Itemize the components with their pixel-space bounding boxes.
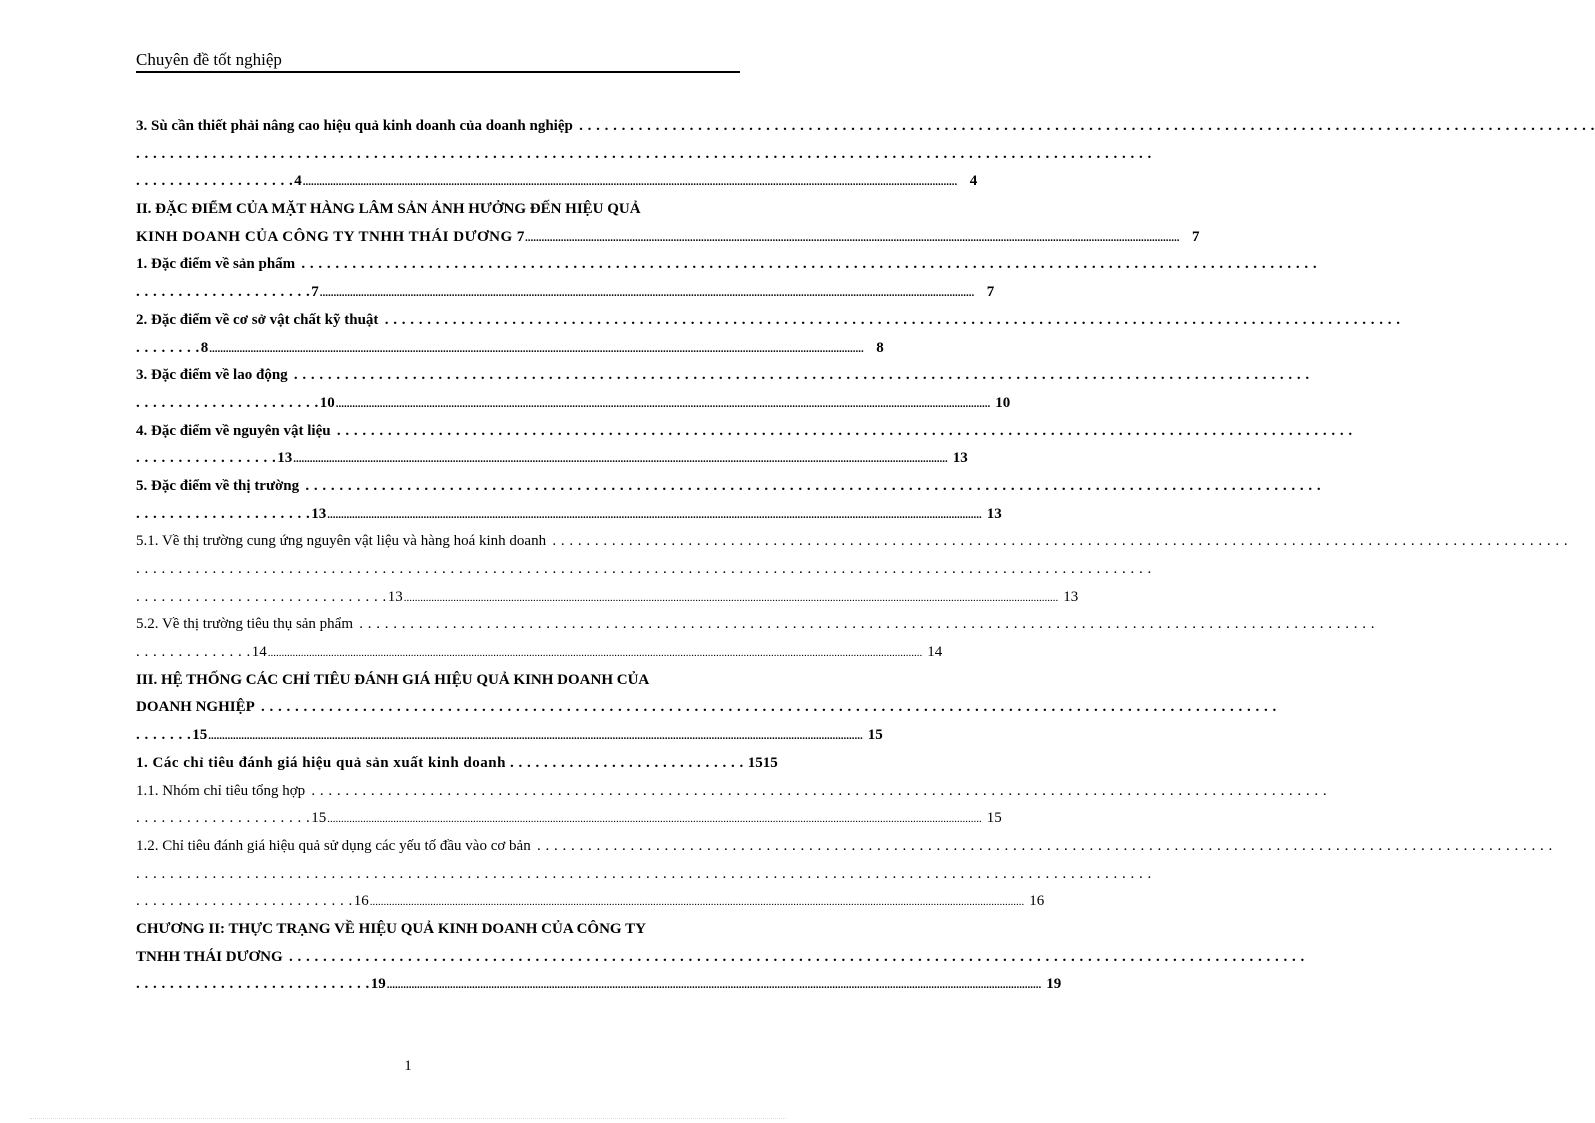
toc-endline: . . . . . . . . . . . . . . . . . . . . . 15 ..... 15 xyxy=(136,805,740,833)
toc-entry-2-2[interactable]: 2. Đặc điểm về cơ sở vật chất kỹ thuật . . . xyxy=(136,307,740,335)
toc-entry-section-iii[interactable]: III. HỆ THỐNG CÁC CHỈ TIÊU ĐÁNH GIÁ HIỆU QUẢ KINH DOANH CỦA xyxy=(136,671,650,688)
toc-leader-line xyxy=(136,556,740,584)
toc-endline: KINH DOANH CỦA CÔNG TY TNHH THÁI DƯƠNG 7 ..... 7 xyxy=(136,224,740,252)
toc-page-number: 13 xyxy=(986,505,1002,522)
toc-endline: . . . . . . . . . . . . . . . . . . . . . . 10 ..... 10 xyxy=(136,390,740,418)
toc-entry-3-1[interactable]: 1. Các chỉ tiêu đánh giá hiệu quả sản xuất kinh doanh . . . . . . . . . . . . . . . . . . . . . . . . . . . . 1515 xyxy=(136,750,740,778)
toc-page-number: 13 xyxy=(952,450,968,467)
page-number: 1 xyxy=(404,1058,412,1074)
header-rule xyxy=(136,71,740,73)
toc-endline: . . . . . . . . . . . . . . . . . . . . . 7 ..... 7 xyxy=(136,279,740,307)
toc-entry-5-2[interactable]: 5.2. Về thị trường tiêu thụ sản phẩm . . . xyxy=(136,611,740,639)
toc-entry-2-1[interactable]: 1. Đặc điểm về sản phẩm . . . xyxy=(136,251,740,279)
toc-entry-section-iii-cont: DOANH NGHIỆP . . . xyxy=(136,694,740,722)
toc-page-number: 15 xyxy=(986,810,1002,827)
page-edge xyxy=(30,1118,786,1119)
toc-page-number: 8 xyxy=(876,339,884,356)
toc-entry-chapter-ii[interactable]: CHƯƠNG II: THỰC TRẠNG VỀ HIỆU QUẢ KINH DOANH CỦA CÔNG TY xyxy=(136,920,646,937)
toc-entry-section-ii[interactable]: II. ĐẶC ĐIỂM CỦA MẶT HÀNG LÂM SẢN ẢNH HƯỞNG ĐẾN HIỆU QUẢ xyxy=(136,201,641,218)
toc-page-number: 14 xyxy=(927,644,943,661)
toc-page-number: 1515 xyxy=(747,754,778,771)
toc-endline: . . . . . . . 15 ..... 15 xyxy=(136,722,740,750)
toc-entry-2-5[interactable]: 5. Đặc điểm về thị trường . . . xyxy=(136,473,740,501)
toc-endline: . . . . . . . . . . . . . . . . . . . . . 13 ..... 13 xyxy=(136,501,740,529)
toc-page-number: 16 xyxy=(1029,893,1045,910)
toc-endline: . . . . . . . . . . . . . . 14 ..... 14 xyxy=(136,639,740,667)
toc-page-number: 10 xyxy=(995,394,1011,411)
toc-entry-2-3[interactable]: 3. Đặc điểm về lao động . . . xyxy=(136,362,740,390)
toc-endline: . . . . . . . . 8 ..... 8 xyxy=(136,335,740,363)
toc-endline: . . . . . . . . . . . . . . . . . . . . . . . . . . . . . . 13 ..... 13 xyxy=(136,584,740,612)
toc-endline: . . . . . . . . . . . . . . . . . . . 4 ..... 4 xyxy=(136,168,740,196)
toc-endline: . . . . . . . . . . . . . . . . . . . . . . . . . . 16 ..... 16 xyxy=(136,888,740,916)
toc-entry-5-1[interactable]: 5.1. Về thị trường cung ứng nguyên vật liệu và hàng hoá kinh doanh . . . xyxy=(136,528,740,556)
toc-page-number: 19 xyxy=(1046,976,1062,993)
toc-page-number: 15 xyxy=(867,727,883,744)
toc-page-number: 7 xyxy=(986,284,995,301)
toc-page-number: 7 xyxy=(1191,228,1200,245)
toc-page-number: 13 xyxy=(1063,588,1079,605)
toc-leader-line xyxy=(136,861,740,889)
running-header: Chuyên đề tốt nghiệp xyxy=(136,50,282,69)
toc-entry-1-2[interactable]: 1.2. Chỉ tiêu đánh giá hiệu quả sử dụng các yếu tố đầu vào cơ bản . . . xyxy=(136,833,740,861)
toc-endline: . . . . . . . . . . . . . . . . . . . . . . . . . . . . 19 ..... 19 xyxy=(136,971,740,999)
toc-mid-page: 4 xyxy=(294,173,302,190)
toc-entry-1-1[interactable]: 1.1. Nhóm chỉ tiêu tổng hợp . . . xyxy=(136,778,740,806)
toc-entry-chapter-ii-cont: TNHH THÁI DƯƠNG . . . xyxy=(136,944,740,972)
toc-page-number: 4 xyxy=(969,173,978,190)
toc-endline: . . . . . . . . . . . . . . . . . 13 ..... 13 xyxy=(136,445,740,473)
toc-entry-2-4[interactable]: 4. Đặc điểm về nguyên vật liệu . . . xyxy=(136,418,740,446)
table-of-contents xyxy=(136,113,1200,999)
toc-entry-3-2[interactable]: 3. Sù cần thiết phải nâng cao hiệu quả kinh doanh của doanh nghiệp . . . xyxy=(136,113,740,141)
toc-leader-line xyxy=(136,141,740,169)
